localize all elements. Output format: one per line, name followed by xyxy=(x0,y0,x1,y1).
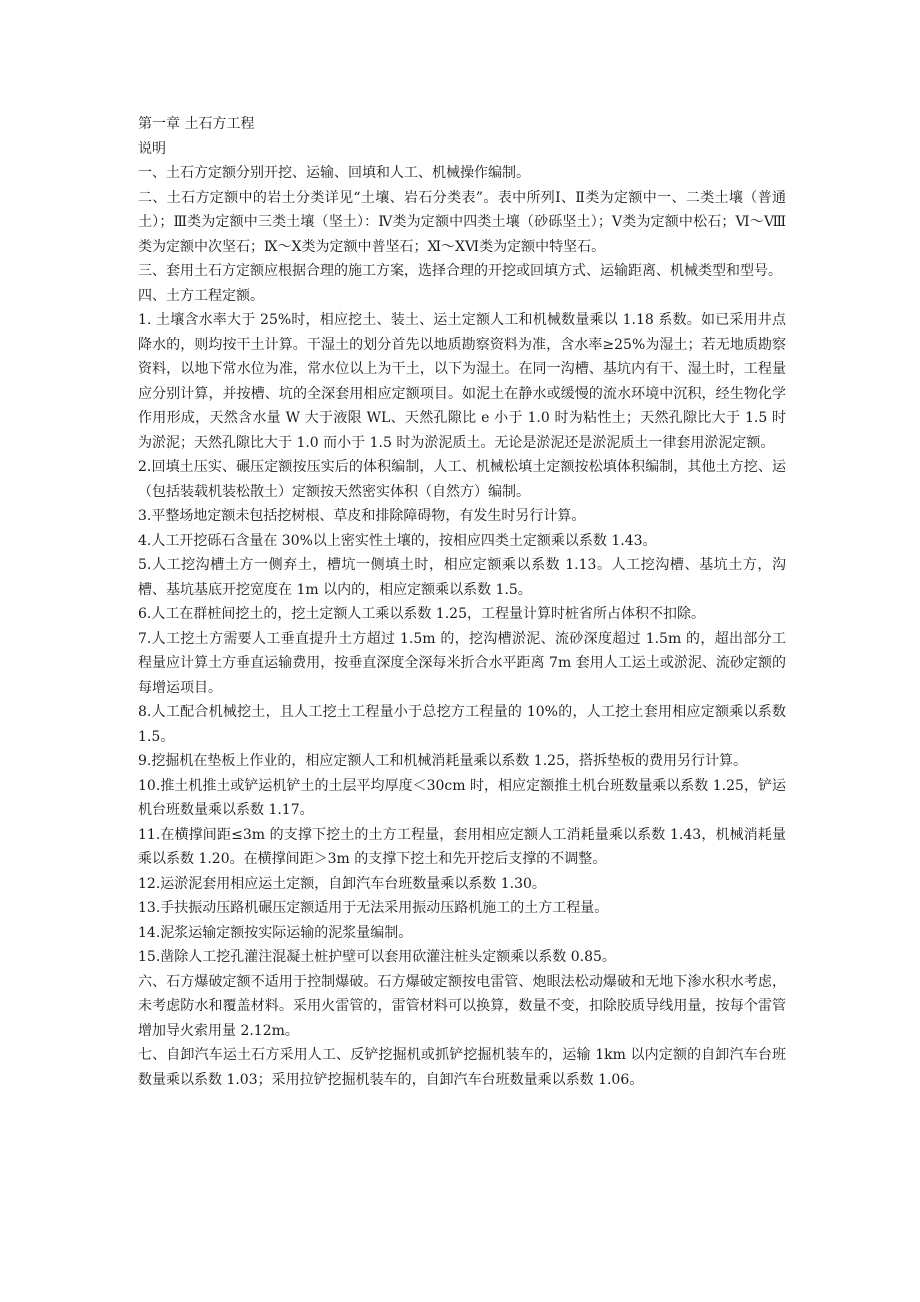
paragraph: 二、土石方定额中的岩土分类详见“土壤、岩石分类表”。表中所列Ⅰ、Ⅱ类为定额中一、二类土壤（普通土）；Ⅲ类为定额中三类土壤（坚土）：Ⅳ类为定额中四类土壤（砂砾坚土）；Ⅴ类为定额中松石；Ⅵ～Ⅷ类为定额中次坚石；Ⅸ～Ⅹ类为定额中普坚石；Ⅺ～ⅩⅥ类为定额中特坚石。 xyxy=(138,189,786,255)
paragraph: 七、自卸汽车运土石方采用人工、反铲挖掘机或抓铲挖掘机装车的，运输 1km 以内定额的自卸汽车台班数量乘以系数 1.03；采用拉铲挖掘机装车的，自卸汽车台班数量乘以系数 1.06。 xyxy=(138,1047,786,1088)
paragraph: 一、土石方定额分别开挖、运输、回填和人工、机械操作编制。 xyxy=(138,165,530,181)
paragraph: 14.泥浆运输定额按实际运输的泥浆量编制。 xyxy=(138,924,413,941)
paragraph: 3.平整场地定额未包括挖树根、草皮和排除障碍物，有发生时另行计算。 xyxy=(138,508,586,524)
paragraph-list xyxy=(138,161,786,1092)
paragraph: 4.人工开挖砾石含量在 30%以上密实性土壤的，按相应四类土定额乘以系数 1.43。 xyxy=(138,532,657,549)
paragraph: 6.人工在群桩间挖土的，挖土定额人工乘以系数 1.25，工程量计算时桩省所占体积不扣除。 xyxy=(138,606,705,622)
paragraph: 六、石方爆破定额不适用于控制爆破。石方爆破定额按电雷管、炮眼法松动爆破和无地下渗水积水考虑，未考虑防水和覆盖材料。采用火雷管的，雷管材料可以换算，数量不变，扣除胶质导线用量，按每个雷管增加导火索用量 2.12m。 xyxy=(138,973,786,1039)
section-label: 说明 xyxy=(138,140,166,157)
paragraph: 7.人工挖土方需要人工垂直提升土方超过 1.5m 的，挖沟槽淤泥、流砂深度超过 1.5m 的，超出部分工程量应计算土方垂直运输费用，按垂直深度全深每米折合水平距离 7m 套用人工运土或淤泥、流砂定额的每增运项目。 xyxy=(138,630,786,696)
paragraph: 12.运淤泥套用相应运土定额，自卸汽车台班数量乘以系数 1.30。 xyxy=(138,875,546,892)
paragraph: 9.挖掘机在垫板上作业的，相应定额人工和机械消耗量乘以系数 1.25，搭拆垫板的费用另行计算。 xyxy=(138,753,747,769)
paragraph: 三、套用土石方定额应根据合理的施工方案，选择合理的开挖或回填方式、运输距离、机械类型和型号。 xyxy=(138,263,782,279)
chapter-title: 第一章 土石方工程 xyxy=(138,116,255,132)
paragraph: 13.手扶振动压路机碾压定额适用于无法采用振动压路机施工的土方工程量。 xyxy=(138,900,609,916)
paragraph: 10.推土机推土或铲运机铲土的土层平均厚度＜30cm 时，相应定额推土机台班数量乘以系数 1.25，铲运机台班数量乘以系数 1.17。 xyxy=(138,777,786,818)
paragraph: 11.在横撑间距≤3m 的支撑下挖土的土方工程量，套用相应定额人工消耗量乘以系数 1.43，机械消耗量乘以系数 1.20。在横撑间距＞3m 的支撑下挖土和先开挖后支撑的不调整。 xyxy=(138,826,786,867)
paragraph: 8.人工配合机械挖土，且人工挖土工程量小于总挖方工程量的 10%的，人工挖土套用相应定额乘以系数 1.5。 xyxy=(138,704,786,745)
paragraph: 四、土方工程定额。 xyxy=(138,287,264,304)
paragraph: 2.回填土压实、碾压定额按压实后的体积编制，人工、机械松填土定额按松填体积编制，其他土方挖、运（包括装载机装松散土）定额按天然密实体积（自然方）编制。 xyxy=(138,459,786,500)
paragraph: 1. 土壤含水率大于 25%时，相应挖土、装土、运土定额人工和机械数量乘以 1.18 系数。如已采用井点降水的，则均按干土计算。干湿土的划分首先以地质勘察资料为准，含水率≥25%为湿土；若无地质勘察资料，以地下常水位为准，常水位以上为干土，以下为湿土。在同一沟槽、基坑内有干、湿土时，工程量应分别计算，并按槽、坑的全深套用相应定额项目。如泥土在静水或缓慢的流水环境中沉积，经生物化学作用形成，天然含水量 W 大于液限 WL、天然孔隙比 e 小于 1.0 时为粘性土；天然孔隙比大于 1.5 时为淤泥；天然孔隙比大于 1.0 而小于 1.5 时为淤泥质土。无论是淤泥还是淤泥质土一律套用淤泥定额。 xyxy=(138,312,786,451)
paragraph: 15.凿除人工挖孔灌注混凝土桩护壁可以套用砍灌注桩头定额乘以系数 0.85。 xyxy=(138,949,616,965)
paragraph: 5.人工挖沟槽土方一侧弃土，槽坑一侧填土时，相应定额乘以系数 1.13。人工挖沟槽、基坑土方，沟槽、基坑基底开挖宽度在 1m 以内的，相应定额乘以系数 1.5。 xyxy=(138,557,786,598)
document-body xyxy=(138,112,786,1092)
